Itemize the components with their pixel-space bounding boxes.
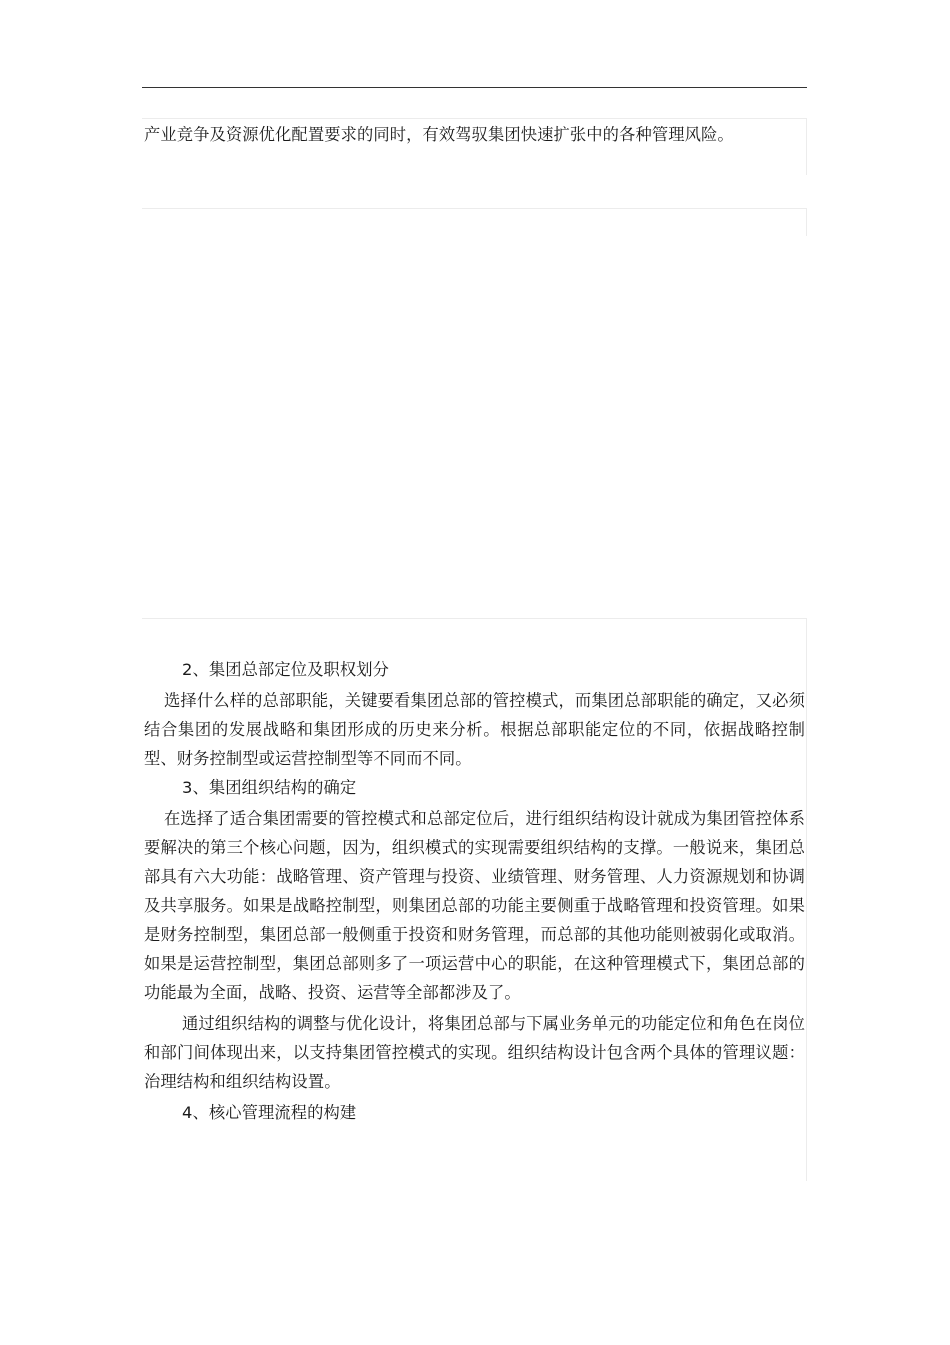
- section-3-paragraph-1: 在选择了适合集团需要的管控模式和总部定位后，进行组织结构设计就成为集团管控体系要解决的第三个核心问题，因为，组织模式的实现需要组织结构的支撑。一般说来，集团总部具有六大功能：战略管理、资产管理与投资、业绩管理、财务管理、人力资源规划和协调及共享服务。如果是战略控制型，则集团总部的功能主要侧重于战略管理和投资管理。如果是财务控制型，集团总部一般侧重于投资和财务管理，而总部的其他功能则被弱化或取消。如果是运营控制型，集团总部则多了一项运营中心的职能，在这种管理模式下，集团总部的功能最为全面，战略、投资、运营等全部都涉及了。: [144, 809, 805, 1002]
- main-text-block: [144, 655, 805, 1127]
- continuation-block: [144, 120, 805, 149]
- text-frame-empty: [142, 208, 807, 236]
- section-3-paragraph-2: 通过组织结构的调整与优化设计，将集团总部与下属业务单元的功能定位和角色在岗位和部门间体现出来，以支持集团管控模式的实现。组织结构设计包含两个具体的管理议题：治理结构和组织结构设置。: [144, 1014, 805, 1091]
- section-2-heading: 2、集团总部定位及职权划分: [182, 660, 390, 679]
- section-4-heading: 4、核心管理流程的构建: [182, 1103, 357, 1122]
- continuation-paragraph: 产业竞争及资源优化配置要求的同时，有效驾驭集团快速扩张中的各种管理风险。: [144, 125, 734, 144]
- header-rule: [142, 87, 807, 88]
- section-2-paragraph: 选择什么样的总部职能，关键要看集团总部的管控模式，而集团总部职能的确定，又必须结合集团的发展战略和集团形成的历史来分析。根据总部职能定位的不同，依据战略控制型、财务控制型或运营控制型等不同而不同。: [144, 691, 805, 768]
- section-3-heading: 3、集团组织结构的确定: [182, 778, 357, 797]
